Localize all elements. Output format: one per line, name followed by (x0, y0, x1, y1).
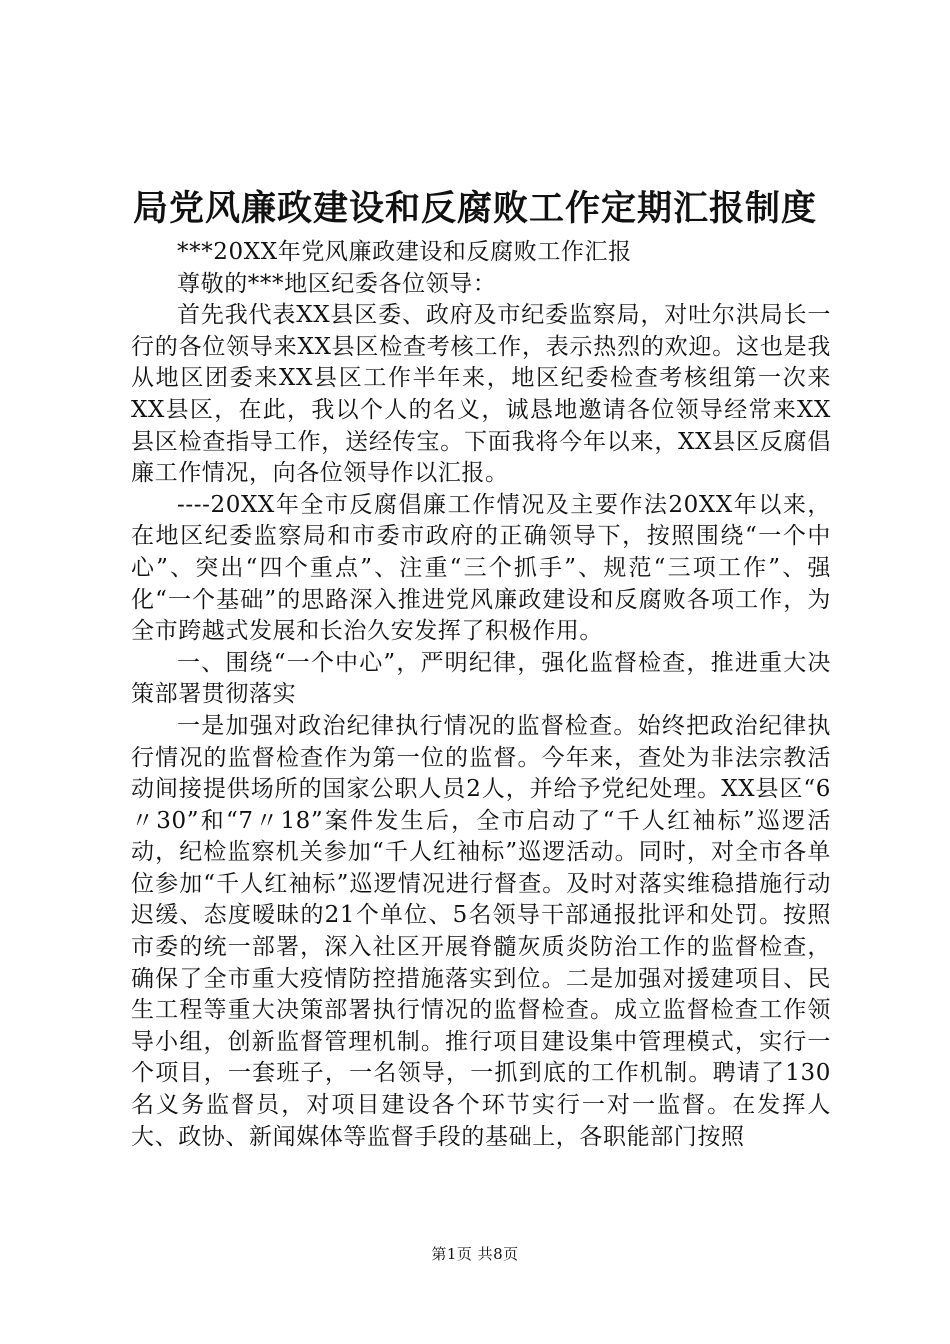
intro-paragraph: 首先我代表XX县区委、政府及市纪委监察局，对吐尔洪局长一行的各位领导来XX县区检查考核工作，表示热烈的欢迎。这也是我从地区团委来XX县区工作半年来，地区纪委检查考核组第一次来XX县区，在此，我以个人的名义，诚恳地邀请各位领导经常来XX县区检查指导工作，送经传宝。下面我将今年以来，XX县区反腐倡廉工作情况，向各位领导作以汇报。 (131, 302, 831, 487)
document-body (131, 237, 831, 1153)
document-title: 局党风廉政建设和反腐败工作定期汇报制度 (132, 188, 817, 229)
page-footer: 第1页 共8页 (431, 1245, 519, 1263)
overview-paragraph: ----20XX年全市反腐倡廉工作情况及主要作法20XX年以来，在地区纪委监察局和市委市政府的正确领导下，按照围绕“一个中心”、突出“四个重点”、注重“三个抓手”、规范“三项工作”、强化“一个基础”的思路深入推进党风廉政建设和反腐败各项工作，为全市跨越式发展和长治久安发挥了积极作用。 (131, 491, 831, 645)
report-heading-paragraph: ***20XX年党风廉政建设和反腐败工作汇报 (177, 239, 632, 265)
salutation-paragraph: 尊敬的***地区纪委各位领导： (177, 270, 497, 297)
section-one-heading: 一、围绕“一个中心”，严明纪律，强化监督检查，推进重大决策部署贯彻落实 (131, 649, 831, 708)
section-one-paragraph: 一是加强对政治纪律执行情况的监督检查。始终把政治纪律执行情况的监督检查作为第一位的监督。今年来，查处为非法宗教活动间接提供场所的国家公职人员2人，并给予党纪处理。XX县区“6〃30”和“7〃18”案件发生后，全市启动了“千人红袖标”巡逻活动，纪检监察机关参加“千人红袖标”巡逻活动。同时，对全市各单位参加“千人红袖标”巡逻情况进行督查。及时对落实维稳措施行动迟缓、态度暧昧的21个单位、5名领导干部通报批评和处罚。按照市委的统一部署，深入社区开展脊髓灰质炎防治工作的监督检查，确保了全市重大疫情防控措施落实到位。二是加强对援建项目、民生工程等重大决策部署执行情况的监督检查。成立监督检查工作领导小组，创新监督管理机制。推行项目建设集中管理模式，实行一个项目，一套班子，一名领导，一抓到底的工作机制。聘请了130名义务监督员，对项目建设各个环节实行一对一监督。在发挥人大、政协、新闻媒体等监督手段的基础上，各职能部门按照 (131, 712, 831, 1150)
